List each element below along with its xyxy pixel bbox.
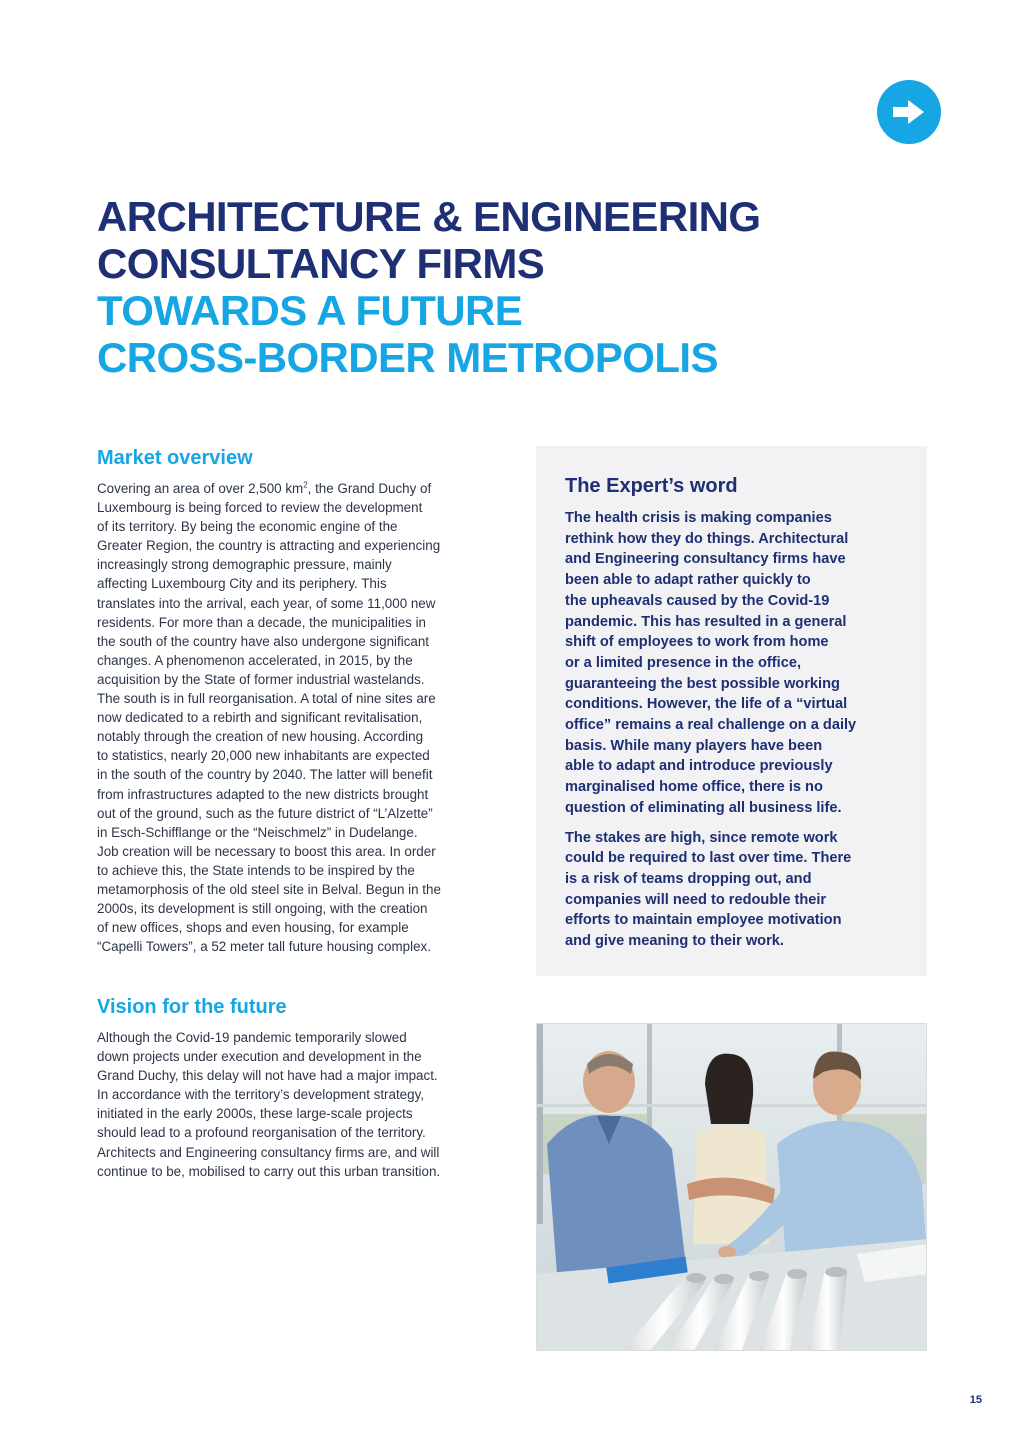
market-line: acquisition by the State of former industrial wastelands. [97,671,425,687]
vision-text [97,1028,497,1181]
market-overview-heading: Market overview [97,447,253,469]
market-line: Luxembourg is being forced to review the development [97,500,423,516]
market-line: in the south of the country by 2040. The latter will benefit [97,767,433,783]
market-line: 2000s, its development is still ongoing, with the creation [97,901,428,917]
market-line: to achieve this, the State intends to be inspired by the [97,862,415,878]
arrow-right-icon [891,97,927,127]
subtitle-line-1: TOWARDS A FUTURE [97,287,523,334]
expert-paragraph-2: The stakes are high, since remote work could be required to last over time. There is a risk of teams dropping out, and companies will need to redouble their efforts to maintain employee motivation and give meaning to their work. [565,829,852,950]
title-line-2: CONSULTANCY FIRMS [97,240,545,287]
market-line: Covering an area of over 2,500 $km^2$, the Grand Duchy of [97,480,432,496]
office-meeting-photo [536,1023,927,1351]
market-line: the south of the country have also undergone significant [97,633,430,649]
vision-heading: Vision for the future [97,996,287,1018]
vision-line: down projects under execution and development in the [97,1049,422,1065]
market-line: out of the ground, such as the future district of “L’Alzette” [97,805,433,821]
vision-line: In accordance with the territory’s development strategy, [97,1087,424,1103]
page-title [97,193,917,381]
market-line: from infrastructures adapted to the new districts brought [97,786,429,802]
market-line: in Esch-Schifflange or the “Neischmelz” in Dudelange. [97,824,418,840]
market-line: increasingly strong demographic pressure, mainly [97,557,392,573]
expert-paragraph-1: The health crisis is making companies rethink how they do things. Architectural and Engineering consultancy firms have been able to adapt rather quickly to the upheavals caused by the Covid-19 pandemic. This has resulted in a general shift of employees to work from home or a limited presence in the office, guaranteeing the best possible working conditions. However, the life of a “virtual office” remains a real challenge on a daily basis. While many players have been able to adapt and introduce previously marginalised home office, there is no question of eliminating all business life. [565,510,857,816]
vision-line: initiated in the early 2000s, these large-scale projects [97,1106,413,1122]
market-line: of its territory. By being the economic engine of the [97,519,398,535]
market-overview-text [97,479,497,956]
market-line: now dedicated to a rebirth and significant revitalisation, [97,710,423,726]
expert-word-title: The Expert’s word [565,475,738,497]
market-line: affecting Luxembourg City and its periphery. This [97,576,387,592]
page-number: 15 [969,1394,982,1406]
market-line: changes. A phenomenon accelerated, in 2015, by the [97,652,413,668]
market-line: The south is in full reorganisation. A total of nine sites are [97,691,436,707]
vision-line: Architects and Engineering consultancy firms are, and will [97,1144,440,1160]
next-page-button[interactable] [877,80,941,144]
vision-line: Although the Covid-19 pandemic temporarily slowed [97,1030,407,1045]
market-line: residents. For more than a decade, the municipalities in [97,614,426,630]
subtitle-line-2: CROSS-BORDER METROPOLIS [97,334,718,381]
expert-word-box [536,446,927,976]
market-line: to statistics, nearly 20,000 new inhabitants are expected [97,748,430,764]
expert-word-text [565,508,910,961]
market-line: metamorphosis of the old steel site in Belval. Begun in the [97,881,441,897]
vision-line: Grand Duchy, this delay will not have had a major impact. [97,1068,438,1084]
market-line: notably through the creation of new housing. According [97,729,424,745]
market-line: translates into the arrival, each year, of some 11,000 new [97,595,436,611]
vision-line: continue to be, mobilised to carry out this urban transition. [97,1163,441,1179]
vision-line: should lead to a profound reorganisation of the territory. [97,1125,426,1141]
market-line: of new offices, shops and even housing, for example [97,920,409,936]
market-line: Greater Region, the country is attracting and experiencing [97,538,441,554]
market-line: “Capelli Towers”, a 52 meter tall future housing complex. [97,939,431,955]
market-line: Job creation will be necessary to boost this area. In order [97,843,436,859]
title-line-1: ARCHITECTURE & ENGINEERING [97,193,761,240]
